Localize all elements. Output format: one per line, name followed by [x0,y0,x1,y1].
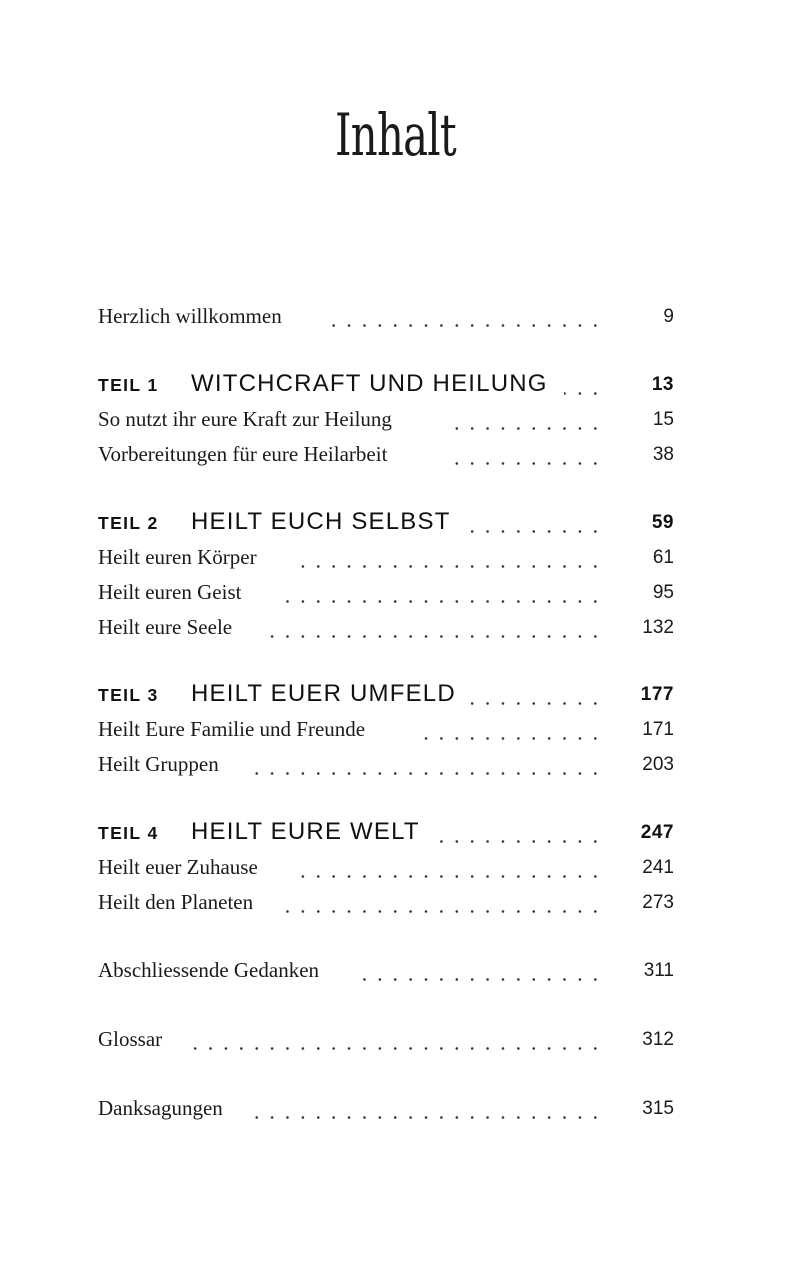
toc-entry-label: Heilt euren Geist [98,580,242,604]
toc-entry-label: Danksagungen [98,1096,223,1120]
dot-leader [564,392,603,395]
toc-entry-page: 171 [642,719,674,740]
toc-entry-label: Herzlich willkommen [98,304,282,328]
toc-entry-label: Abschliessende Gedanken [98,958,320,982]
dot-leader [446,427,603,430]
toc-entry-label: Heilt Eure Familie und Freunde [98,717,366,741]
part-page: 177 [640,684,674,705]
toc-entry[interactable] [98,717,675,747]
dot-leader [268,635,603,638]
part-title: WITCHCRAFT UND HEILUNG [191,370,548,397]
part-page: 13 [651,374,674,395]
part-title: HEILT EUCH SELBST [191,508,451,535]
toc-entry-page: 203 [642,754,674,775]
toc-entry-page: 311 [643,960,674,981]
dot-leader [360,978,603,981]
toc-entry[interactable] [98,580,675,610]
part-page: 59 [651,512,674,533]
toc-entry-label: Heilt eure Seele [98,615,233,639]
toc-entry[interactable] [98,752,675,782]
part-page: 247 [640,822,674,843]
page-title: Inhalt [334,101,457,169]
dot-leader [283,910,603,913]
toc-entry-page: 312 [642,1029,674,1050]
toc-entry[interactable] [98,615,675,645]
part-number: TEIL 2 [98,513,159,533]
toc-entry-page: 132 [642,617,674,638]
dot-leader [183,1047,603,1050]
toc-entry-acknowledgements[interactable] [98,1096,675,1126]
dot-leader [283,600,603,603]
toc-entry-intro[interactable] [98,304,675,334]
toc-entry[interactable] [98,407,675,437]
toc-entry-label: Vorbereitungen für eure Heilarbeit [98,442,388,466]
toc-entry-page: 315 [642,1098,674,1119]
part-number: TEIL 4 [98,823,159,843]
part-title: HEILT EUER UMFELD [191,680,456,707]
part-number: TEIL 1 [98,375,159,395]
toc-entry-label: So nutzt ihr eure Kraft zur Heilung [98,407,392,431]
dot-leader [298,565,603,568]
toc-entry-glossary[interactable] [98,1027,675,1057]
toc-part-2-heading[interactable] [98,510,675,540]
dot-leader [322,324,603,327]
dot-leader [414,737,603,740]
dot-leader [462,530,603,533]
toc-entry-page: 15 [652,409,674,430]
toc-entry[interactable] [98,855,675,885]
dot-leader [462,702,603,705]
dot-leader [252,1116,603,1119]
part-number: TEIL 3 [98,685,159,705]
toc-part-4-heading[interactable] [98,820,675,850]
toc-entry-label: Heilt euer Zuhause [98,855,258,879]
toc-entry-page: 273 [642,892,674,913]
dot-leader [446,462,603,465]
toc-entry-page: 241 [642,857,674,878]
toc-entry-page: 61 [652,547,674,568]
toc-entry-page: 95 [652,582,674,603]
toc-entry-label: Heilt den Planeten [98,890,254,914]
toc-entry-label: Heilt euren Körper [98,545,257,569]
toc-entry-closing[interactable] [98,958,675,988]
toc-entry-page: 38 [652,444,674,465]
dot-leader [298,875,603,878]
dot-leader [431,840,603,843]
toc-entry-label: Heilt Gruppen [98,752,219,776]
toc-entry[interactable] [98,545,675,575]
toc-part-1-heading[interactable] [98,372,675,402]
toc-entry[interactable] [98,442,675,472]
toc-entry-label: Glossar [98,1027,163,1051]
toc-entry-page: 9 [663,306,674,327]
part-title: HEILT EURE WELT [191,818,420,845]
dot-leader [252,772,603,775]
toc-part-3-heading[interactable] [98,682,675,712]
toc-entry[interactable] [98,890,675,920]
